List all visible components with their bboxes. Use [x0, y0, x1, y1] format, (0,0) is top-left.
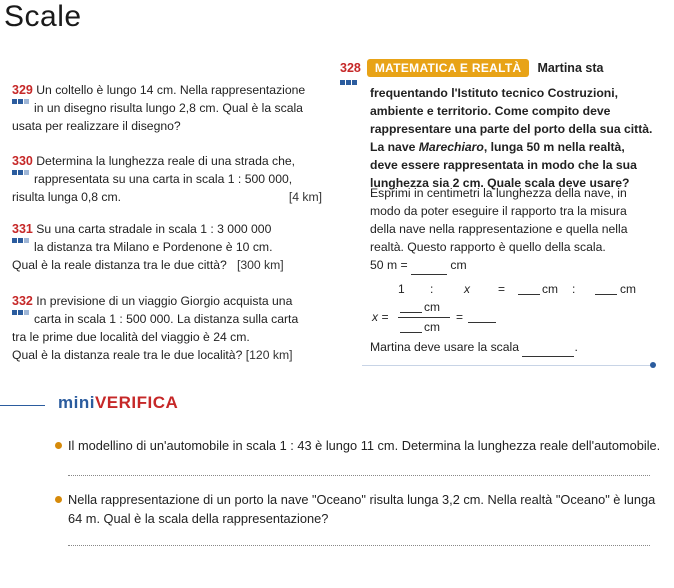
exercise-text: in un disegno risulta lungo 2,8 cm. Qual è la scala [34, 101, 303, 115]
bullet-icon [55, 442, 62, 449]
exercise-intro: Martina sta [537, 61, 604, 75]
answer-blank[interactable] [595, 294, 617, 295]
hint-line: modo da poter eseguire il rapporto tra la misura [370, 204, 627, 218]
answer-blank[interactable] [400, 332, 422, 333]
exercise-text: rappresentata su una carta in scala 1 : 500 000, [34, 172, 293, 186]
miniverifica-question-1: Il modellino di un'automobile in scala 1 : 43 è lungo 11 cm. Determina la lunghezza reale dell'automobile. [68, 438, 661, 453]
answer-blank[interactable] [411, 256, 447, 275]
exercise-number: 330 [12, 154, 33, 168]
difficulty-icon [340, 80, 357, 85]
exercise-text: Qual è la distanza reale tra le due località? [12, 348, 243, 362]
exercise-328-header [340, 58, 603, 78]
difficulty-icon [12, 170, 29, 175]
hint-line: della nave nella rappresentazione e quella nella [370, 222, 628, 236]
exercise-328-problem [370, 84, 670, 192]
hint-line: Esprimi in centimetri la lunghezza della nave, in [370, 186, 627, 200]
problem-line: La nave Marechiaro, lunga 50 m nella realtà, [370, 140, 625, 154]
section-divider [362, 365, 652, 366]
section-rule [0, 405, 45, 406]
conclusion-line: Martina deve usare la scala . [370, 338, 670, 357]
exercise-329 [12, 81, 342, 135]
exercise-330 [12, 152, 342, 206]
exercise-text: Determina la lunghezza reale di una strada che, [36, 154, 296, 168]
exercise-text: usata per realizzare il disegno? [12, 119, 181, 133]
exercise-answer: [4 km] [288, 190, 322, 204]
exercise-number: 329 [12, 83, 33, 97]
answer-blank[interactable] [468, 322, 496, 323]
page-title: Scale [4, 0, 82, 33]
answer-line[interactable] [68, 545, 650, 546]
exercise-text: risulta lunga 0,8 cm. [12, 190, 122, 204]
exercise-text: tra le prime due località del viaggio è 24 cm. [12, 330, 250, 344]
exercise-text: Su una carta stradale in scala 1 : 3 000 000 [36, 222, 272, 236]
exercise-328-hint [370, 184, 670, 256]
hint-line: realtà. Questo rapporto è quello della scala. [370, 240, 606, 254]
answer-line[interactable] [68, 475, 650, 476]
exercise-text: carta in scala 1 : 500 000. La distanza sulla carta [34, 312, 299, 326]
miniverifica-title: miniVERIFICA [58, 393, 179, 412]
difficulty-icon [12, 310, 29, 315]
divider-dot-icon [650, 362, 656, 368]
exercise-331 [12, 220, 342, 274]
problem-line: ambiente e territorio. Come compito deve [370, 104, 611, 118]
miniverifica-question-2: Nella rappresentazione di un porto la nave "Oceano" risulta lunga 3,2 cm. Nella realtà "Oceano" è lunga 64 m. Qual è la scala della rappresentazione? [68, 492, 656, 526]
conversion-equation: 50 m = cm [370, 256, 670, 275]
exercise-answer: [120 km] [245, 348, 293, 362]
exercise-text: la distanza tra Milano e Pordenone è 10 cm. [34, 240, 273, 254]
answer-blank[interactable] [522, 338, 574, 357]
exercise-text: Un coltello è lungo 14 cm. Nella rappresentazione [36, 83, 306, 97]
proportion-equation: 1 : x = cm : cm [398, 282, 636, 296]
exercise-text: In previsione di un viaggio Giorgio acquista una [36, 294, 293, 308]
answer-blank[interactable] [518, 294, 540, 295]
exercise-number: 332 [12, 294, 33, 308]
problem-line: frequentando l'Istituto tecnico Costruzioni, [370, 86, 618, 100]
problem-line: rappresentare una parte del porto della sua città. [370, 122, 653, 136]
exercise-number: 331 [12, 222, 33, 236]
exercise-number: 328 [340, 61, 361, 75]
difficulty-icon [12, 238, 29, 243]
exercise-332 [12, 292, 352, 364]
difficulty-icon [12, 99, 29, 104]
answer-blank[interactable] [400, 312, 422, 313]
problem-line: deve essere rappresentata in modo che la sua [370, 158, 637, 172]
matematica-realta-badge: MATEMATICA E REALTÀ [367, 59, 530, 77]
exercise-text: Qual è la reale distanza tra le due città? [12, 258, 227, 272]
exercise-answer: [300 km] [236, 258, 284, 272]
fraction-equation: x = cm cm = [372, 300, 542, 334]
bullet-icon [55, 496, 62, 503]
problem-line: lunghezza sia 2 cm. Quale scala deve usare? [370, 176, 630, 190]
